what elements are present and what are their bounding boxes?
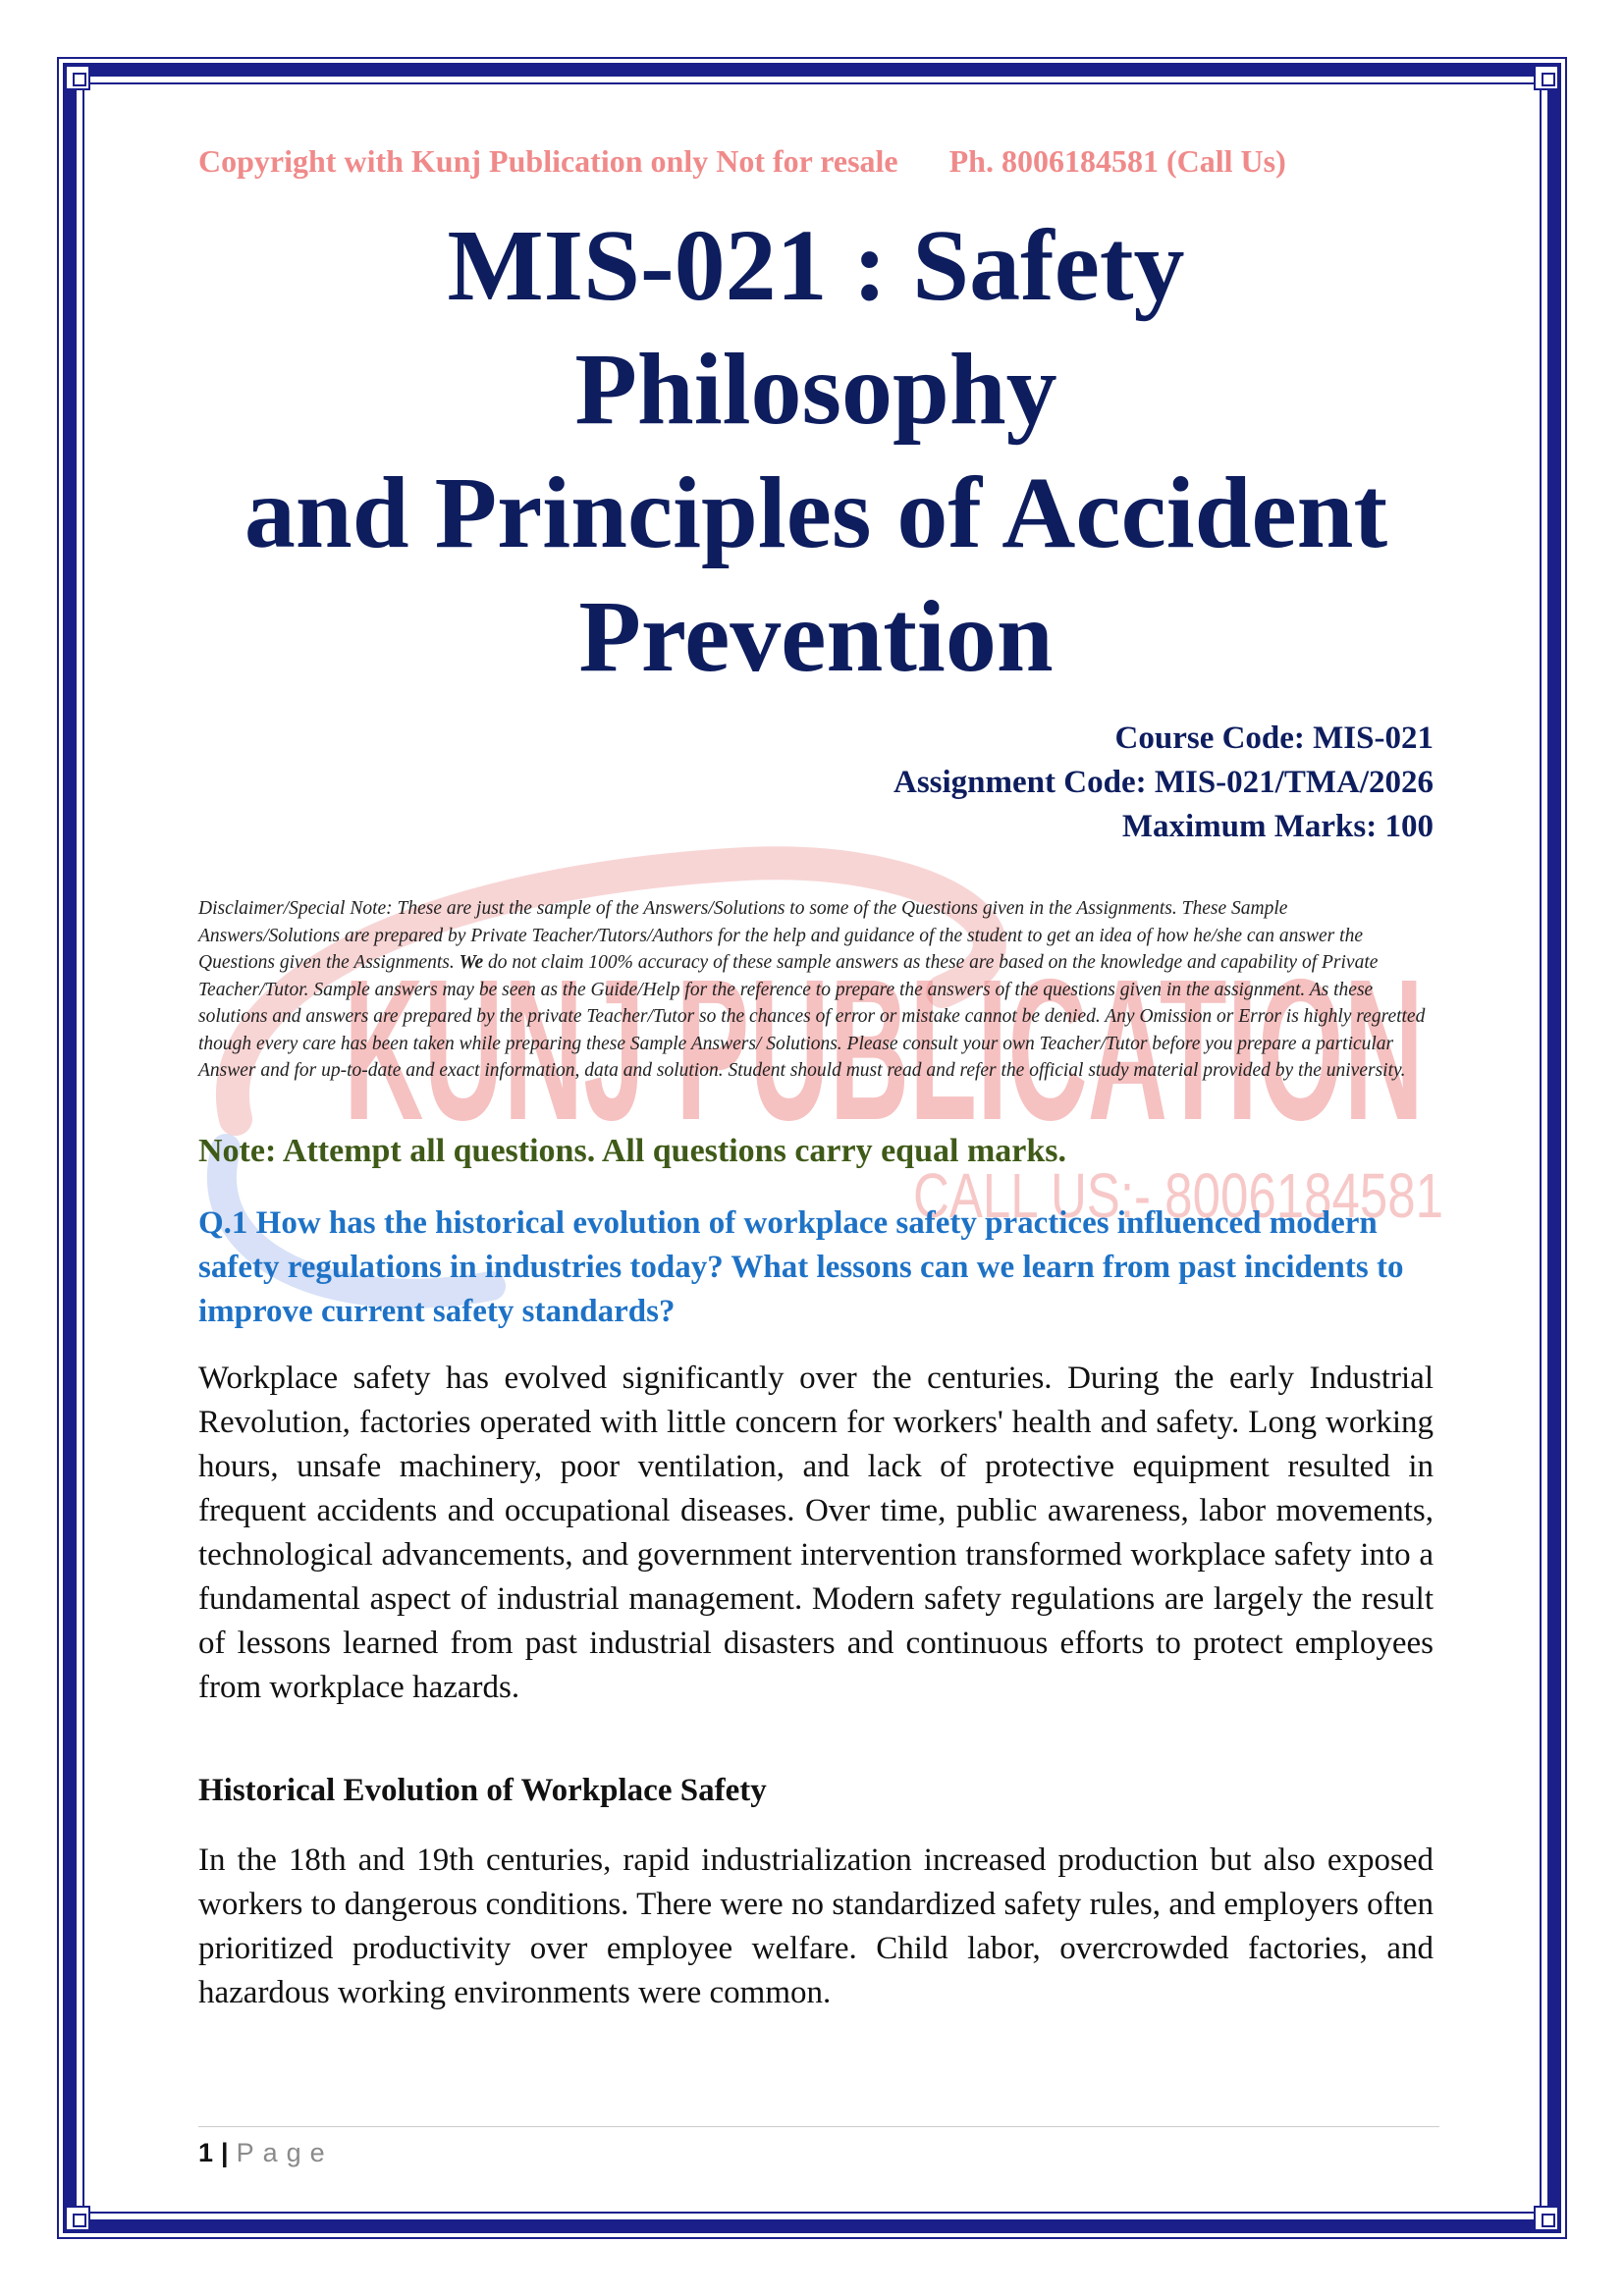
corner-ornament <box>1534 65 1559 90</box>
footer-separator: | <box>221 2138 229 2167</box>
document-title <box>198 204 1434 699</box>
title-line: MIS-021 : Safety Philosophy <box>447 209 1185 446</box>
watermark-brand: KUNJ PUBLICATION <box>344 937 1424 1162</box>
disclaimer-text: Disclaimer/Special Note: These are just the sample of the Answers/Solutions to some of the Questions given in the Assignments. These Sample Answers/Solutions are prepared by Private Teacher/Tutors/Authors for the help and guidance of the student to get an idea of how he/she can answer the Questions given the Assignments. <box>198 898 1363 973</box>
copyright-header <box>198 143 1434 180</box>
page-footer <box>198 2138 334 2168</box>
answer-paragraph: Workplace safety has evolved significantly over the centuries. During the early Industrial Revolution, factories operated with little concern for workers' health and safety. Long working hours, unsafe machinery, poor ventilation, and lack of protective equipment resulted in frequent accidents and occupational diseases. Over time, public awareness, labor movements, technological advancements, and government intervention transformed workplace safety into a fundamental aspect of industrial management. Modern safety regulations are largely the result of lessons learned from past industrial disasters and continuous efforts to protect employees from workplace hazards. <box>198 1361 1434 1705</box>
disclaimer-text: do not claim 100% accuracy of these sample answers as these are based on the knowledge and capability of Private Teacher/Tutor. Sample answers may be seen as the Guide/Help for the reference to prepare the answers of the questions given in the assignment. As these solutions and answers are prepared by the private Teacher/Tutor so the chances of error or mistake cannot be denied. Any Omission or Error is highly regretted though every care has been taken while preparing these Sample Answers/ Solutions. Please consult your own Teacher/Tutor before you prepare a particular Answer and for up-to-date and exact information, data and solution. Student should must read and refer the official study material provided by the university. <box>198 952 1426 1081</box>
page-label: Page <box>236 2138 334 2167</box>
disclaimer <box>198 895 1434 1085</box>
copyright-text: Copyright with Kunj Publication only Not for resale <box>198 143 898 179</box>
corner-ornament <box>65 2206 90 2231</box>
instruction-note: Note: Attempt all questions. All questions carry equal marks. <box>198 1133 1066 1169</box>
page-number: 1 <box>198 2138 214 2167</box>
disclaimer-we: We <box>459 952 484 973</box>
footer-divider <box>198 2126 1439 2127</box>
assignment-meta <box>198 717 1434 849</box>
maximum-marks: Maximum Marks: 100 <box>1121 809 1434 844</box>
phone-text: Ph. 8006184581 (Call Us) <box>948 143 1286 179</box>
watermark-call: CALL US:- 8006184581 <box>913 1160 1443 1231</box>
title-line: and Principles of Accident <box>244 456 1388 569</box>
question-1: Q.1 How has the historical evolution of workplace safety practices influenced modern safety regulations in industries today? What lessons can we learn from past incidents to improve current safety standards? <box>198 1205 1404 1329</box>
corner-ornament <box>1534 2206 1559 2231</box>
section-heading: Historical Evolution of Workplace Safety <box>198 1773 767 1808</box>
course-code: Course Code: MIS-021 <box>1114 721 1434 756</box>
title-line: Prevention <box>578 580 1054 693</box>
answer-paragraph: In the 18th and 19th centuries, rapid industrialization increased production but also exposed workers to dangerous conditions. There were no standardized safety rules, and employers often prioritized productivity over employee welfare. Child labor, overcrowded factories, and hazardous working environments were common. <box>198 1842 1434 2010</box>
assignment-code: Assignment Code: MIS-021/TMA/2026 <box>893 765 1434 800</box>
corner-ornament <box>65 65 90 90</box>
